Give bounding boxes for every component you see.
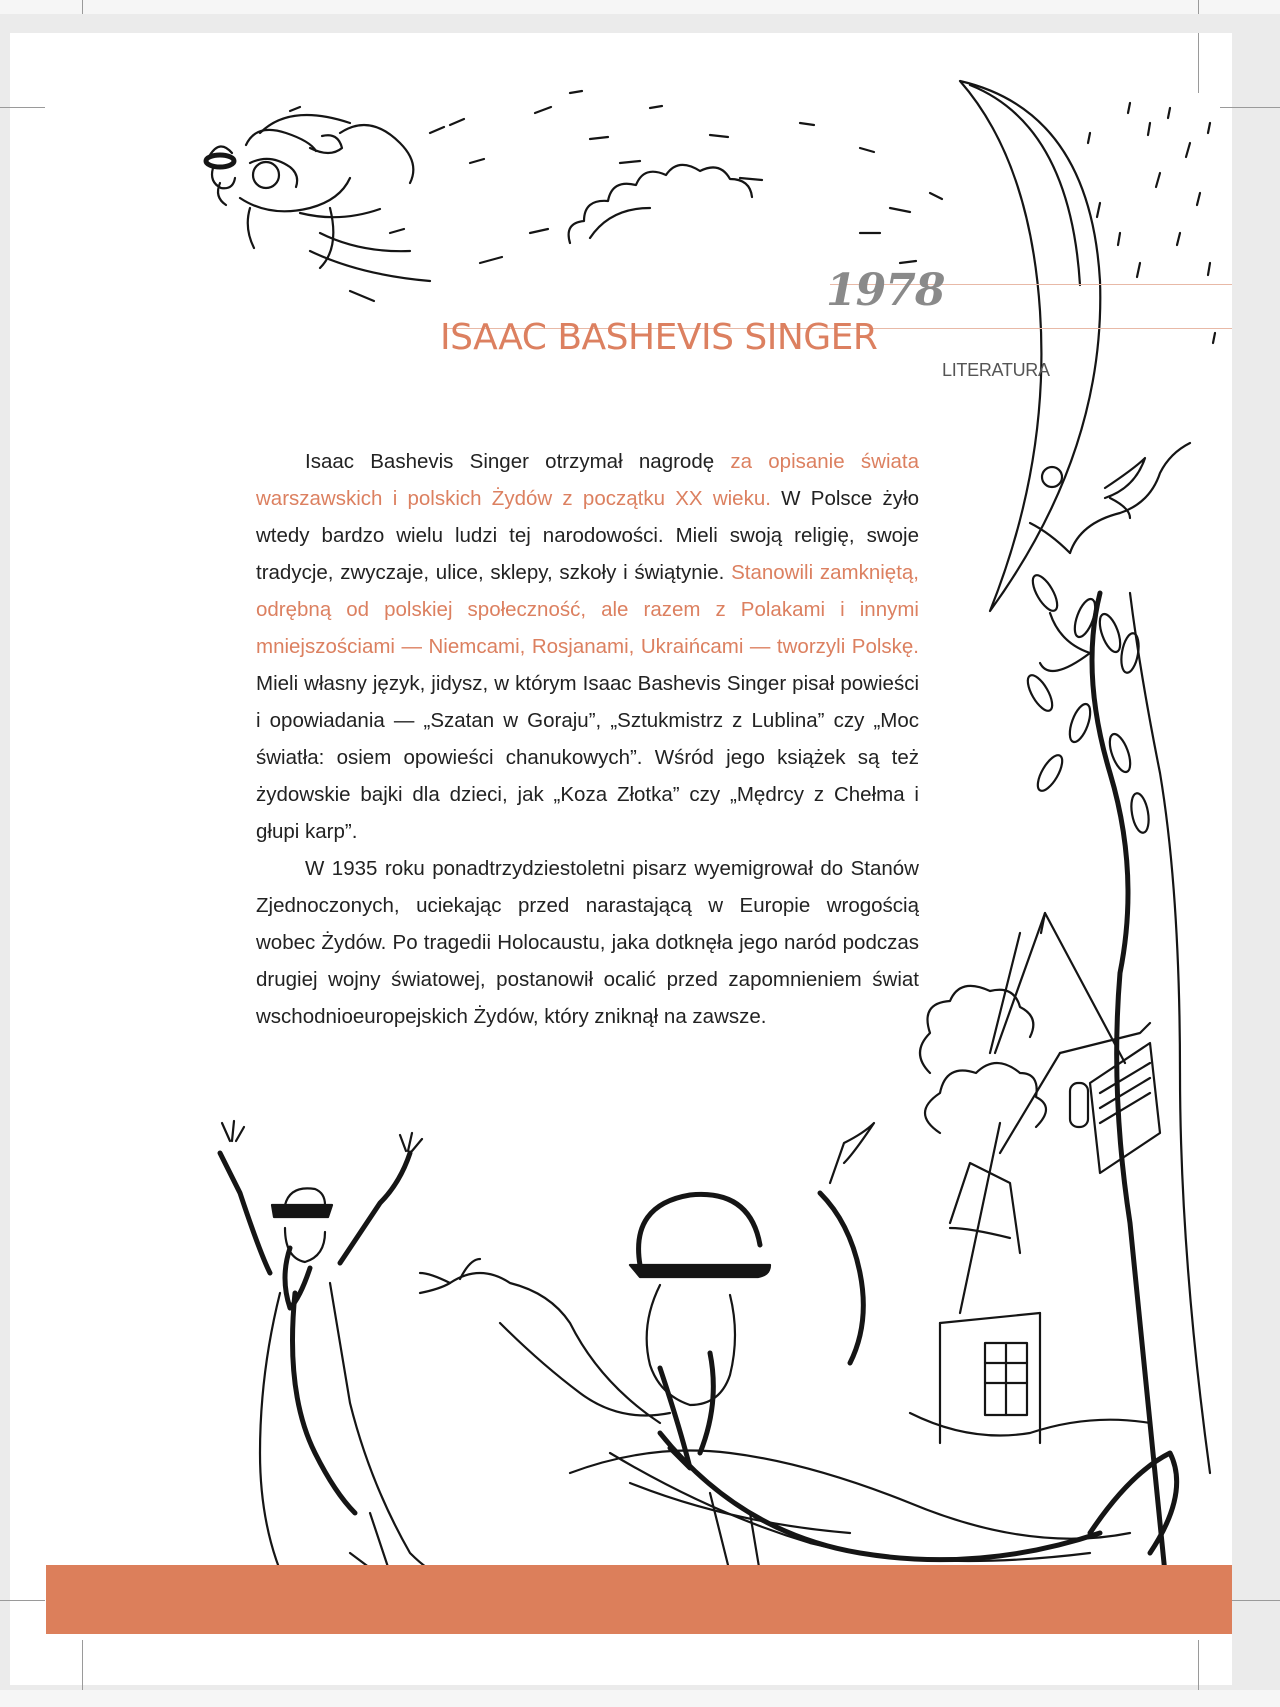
crop-mark <box>82 0 83 14</box>
crop-mark <box>82 1640 83 1690</box>
dancing-man-right-illustration <box>420 1123 1177 1573</box>
crop-mark <box>0 107 45 108</box>
prize-category: LITERATURA <box>942 360 1050 380</box>
next-page-edge <box>0 1690 1280 1707</box>
dancing-man-left-illustration <box>220 1121 440 1623</box>
crop-mark <box>0 1600 45 1601</box>
text-run: Isaac Bashevis Singer otrzymał nagrodę <box>305 450 731 473</box>
paragraph-1 <box>256 443 919 850</box>
document-page <box>10 33 1232 1685</box>
crop-mark <box>1198 1640 1199 1690</box>
crop-mark <box>1198 0 1199 14</box>
crop-mark <box>1220 107 1280 108</box>
text-run: Mieli własny język, jidysz, w którym Isaac Bashevis Singer pisał powieści i opowiadania — „Szatan w Goraju”, „Sztukmistrz z Lublina” czy „Moc światła: osiem opowieści chanukowych”. Wśród jego książek są też żydowskie bajki dla dzieci, jak „Koza Złotka” czy „Mędrcy z Chełma i głupi karp”. <box>256 672 919 843</box>
paragraph-2: W 1935 roku ponadtrzydziestoletni pisarz wyemigrował do Stanów Zjednoczonych, uciekając przed narastającą w Europie wrogością wobec Żydów. Po tragedii Holocaustu, jaka dotknęła jego naród podczas drugiej wojny światowej, postanowił ocalić przed zapomnieniem świat wschodnioeuropejskich Żydów, który zniknął na zawsze. <box>256 857 919 1028</box>
highlight-text: za opisanie świata warszawskich i polskich Żydów z początku XX wieku. <box>256 450 919 510</box>
footer-color-bar <box>46 1565 1232 1634</box>
text-run: W Polsce żyło wtedy bardzo wielu ludzi tej narodowości. Mieli swoją religię, swoje tradycje, zwyczaje, ulice, sklepy, szkoły i świątynie. <box>256 487 920 584</box>
crop-mark <box>1198 33 1199 93</box>
tree-with-bird-illustration <box>1023 443 1210 1623</box>
highlight-text: Stanowili zamkniętą, odrębną od polskiej społeczność, ale razem z Polakami i innymi mniejszościami — Niemcami, Rosjanami, Ukraińcami — tworzyli Polskę. <box>256 561 919 658</box>
laureate-name: ISAAC BASHEVIS SINGER <box>440 317 878 358</box>
moon-crescent-illustration <box>960 81 1100 611</box>
rain-strokes <box>1088 103 1215 343</box>
house-illustration <box>940 913 1160 1443</box>
article-body <box>256 443 919 1035</box>
previous-page-edge <box>0 0 1280 14</box>
cloud-top <box>569 165 752 243</box>
crop-mark <box>1232 1600 1280 1601</box>
award-year: 1978 <box>826 265 945 316</box>
smoke-clouds <box>920 986 1046 1133</box>
flying-couple-illustration <box>206 115 430 281</box>
